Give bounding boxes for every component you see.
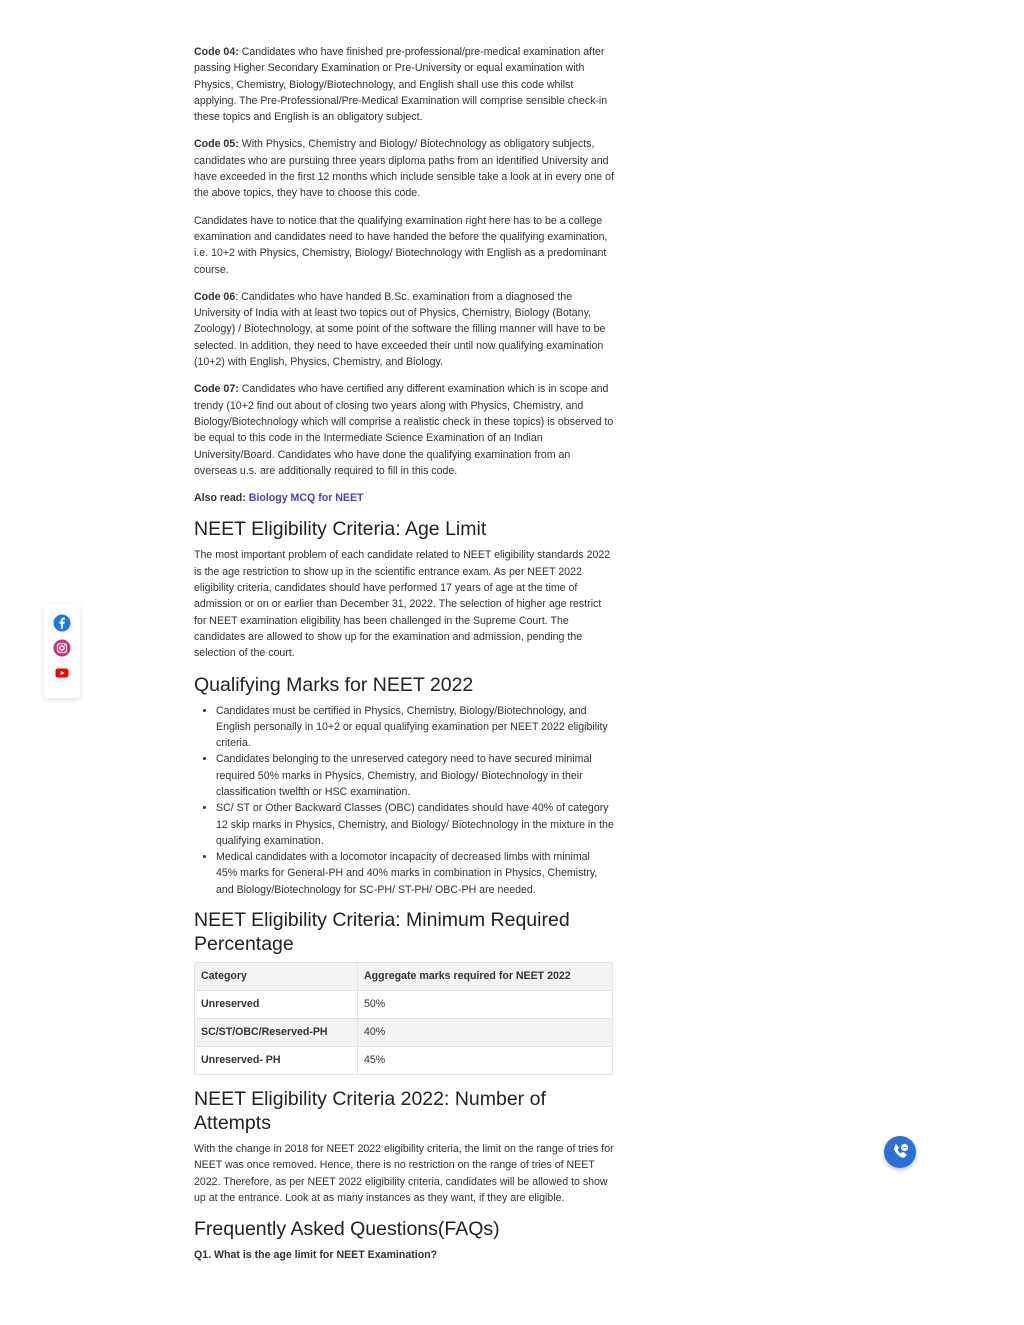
table-row — [195, 1019, 613, 1047]
table-cell-marks: 40% — [358, 1019, 613, 1047]
code-07-label: Code 07: — [194, 383, 239, 396]
instagram-icon[interactable] — [53, 639, 71, 657]
list-item: • Candidates must be certified in Physics, Chemistry, Biology/Biotechnology, and English personally in 10+2 or equal qualifying examination per NEET 2022 eligibility criteria. — [216, 703, 614, 752]
faq-heading: Frequently Asked Questions(FAQs) — [194, 1218, 500, 1241]
column-header-category: Category — [195, 963, 358, 991]
percentage-table — [194, 962, 613, 1075]
notice-paragraph: Candidates have to notice that the qualifying examination right here has to be a college examination and candidates need to have handed the before the qualifying examination, i.e. 10+2 with Physics, Chemistry, Biology/ Biotechnology with English as a predominant course. — [194, 214, 608, 276]
code-04-paragraph — [194, 44, 614, 125]
code-06-text: : Candidates who have handed B.Sc. examination from a diagnosed the University of India with at least two topics out of Physics, Chemistry, Biology (Botany, Zoology) / Biotechnology, at some point of the software the filling manner will have to be selected. In addition, they need to have exceeded their until now qualifying examination (10+2) with English, Physics, Chemistry, and Biology. — [194, 290, 606, 369]
phone-icon — [884, 1136, 916, 1168]
faq-question-1[interactable]: Q1. What is the age limit for NEET Examination? — [194, 1249, 438, 1262]
table-cell-marks: 50% — [358, 991, 613, 1019]
article-content — [194, 44, 614, 1264]
code-05-paragraph — [194, 136, 614, 201]
social-share-bar — [44, 604, 80, 698]
age-limit-heading: NEET Eligibility Criteria: Age Limit — [194, 518, 487, 541]
list-item: • Candidates belonging to the unreserved category need to have secured minimal required 50% marks in Physics, Chemistry, and Biology/ Biotechnology in their classification twelfth or HSC examination. — [216, 751, 614, 800]
code-04-text: Candidates who have finished pre-professional/pre-medical examination after passing Higher Secondary Examination or Pre-University or equal examination with Physics, Chemistry, Biology/Biotechnology, and English shall use this code whilst applying. The Pre-Professional/Pre-Medical Examination will comprise sensible check-in these topics and English is an obligatory subject. — [194, 46, 608, 124]
code-05-label: Code 05: — [194, 138, 239, 151]
facebook-icon[interactable] — [53, 614, 71, 632]
code-07-text: Candidates who have certified any different examination which is in scope and trendy (10+2 find out about of closing two years along with Physics, Chemistry, and Biology/Biotechnology which will comprise a realistic check in these topics) is observed to be equal to this code in the Intermediate Science Examination of an Indian University/Board. Candidates who have done the qualifying examination from an overseas u.s. are additionally required to fill in this code. — [194, 383, 614, 477]
youtube-icon[interactable] — [53, 664, 71, 682]
code-05-text: With Physics, Chemistry and Biology/ Biotechnology as obligatory subjects, candidates who are pursuing three years diploma paths from an identified University and have exceeded in the first 12 months which include sensible take a look at in every one of the above topics, they have to choose this code. — [194, 138, 614, 200]
list-item: • SC/ ST or Other Backward Classes (OBC) candidates should have 40% of category 12 skip marks in Physics, Chemistry, and Biology/ Biotechnology in the mixture in the qualifying examination. — [216, 800, 614, 849]
also-read — [194, 490, 614, 506]
table-row — [195, 991, 613, 1019]
call-button[interactable] — [884, 1136, 916, 1168]
column-header-marks: Aggregate marks required for NEET 2022 — [358, 963, 613, 991]
table-row — [195, 1047, 613, 1075]
minimum-percentage-heading: NEET Eligibility Criteria: Minimum Required Percentage — [194, 909, 570, 956]
table-cell-marks: 45% — [358, 1047, 613, 1075]
code-06-label: Code 06 — [194, 290, 236, 303]
biology-mcq-link[interactable]: Biology MCQ for NEET — [248, 492, 364, 505]
table-cell-category: Unreserved- PH — [195, 1047, 358, 1075]
table-header-row — [195, 963, 613, 991]
also-read-label: Also read: — [194, 492, 246, 505]
list-item: • Medical candidates with a locomotor incapacity of decreased limbs with minimal 45% marks for General-PH and 40% marks in combination in Physics, Chemistry, and Biology/Biotechnology for SC-PH/ ST-PH/ OBC-PH are needed. — [216, 849, 614, 898]
attempts-paragraph: With the change in 2018 for NEET 2022 eligibility criteria, the limit on the range of tries for NEET was once removed. Hence, there is no restriction on the range of tries of NEET 2022. Therefore, as per NEET 2022 eligibility criteria, candidates will be allowed to show up at the entrance. Look at as many instances as they want, if they are eligible. — [194, 1143, 614, 1204]
age-limit-paragraph: The most important problem of each candidate related to NEET eligibility standards 2022 is the age restriction to show up in the scientific entrance exam. As per NEET 2022 eligibility criteria, candidates should have performed 17 years of age at the time of admission or on or earlier than December 31, 2022. The selection of higher age restrict for NEET examination eligibility has been challenged in the Supreme Court. The candidates are allowed to show up for the examination and admission, pending the selection of the court. — [194, 549, 611, 660]
attempts-heading: NEET Eligibility Criteria 2022: Number of Attempts — [194, 1088, 546, 1135]
qualifying-marks-heading: Qualifying Marks for NEET 2022 — [194, 673, 474, 696]
table-cell-category: Unreserved — [195, 991, 358, 1019]
code-06-paragraph — [194, 289, 614, 370]
code-07-paragraph — [194, 381, 614, 479]
code-04-label: Code 04: — [194, 46, 239, 58]
qualifying-marks-list — [194, 703, 614, 899]
table-cell-category: SC/ST/OBC/Reserved-PH — [195, 1019, 358, 1047]
